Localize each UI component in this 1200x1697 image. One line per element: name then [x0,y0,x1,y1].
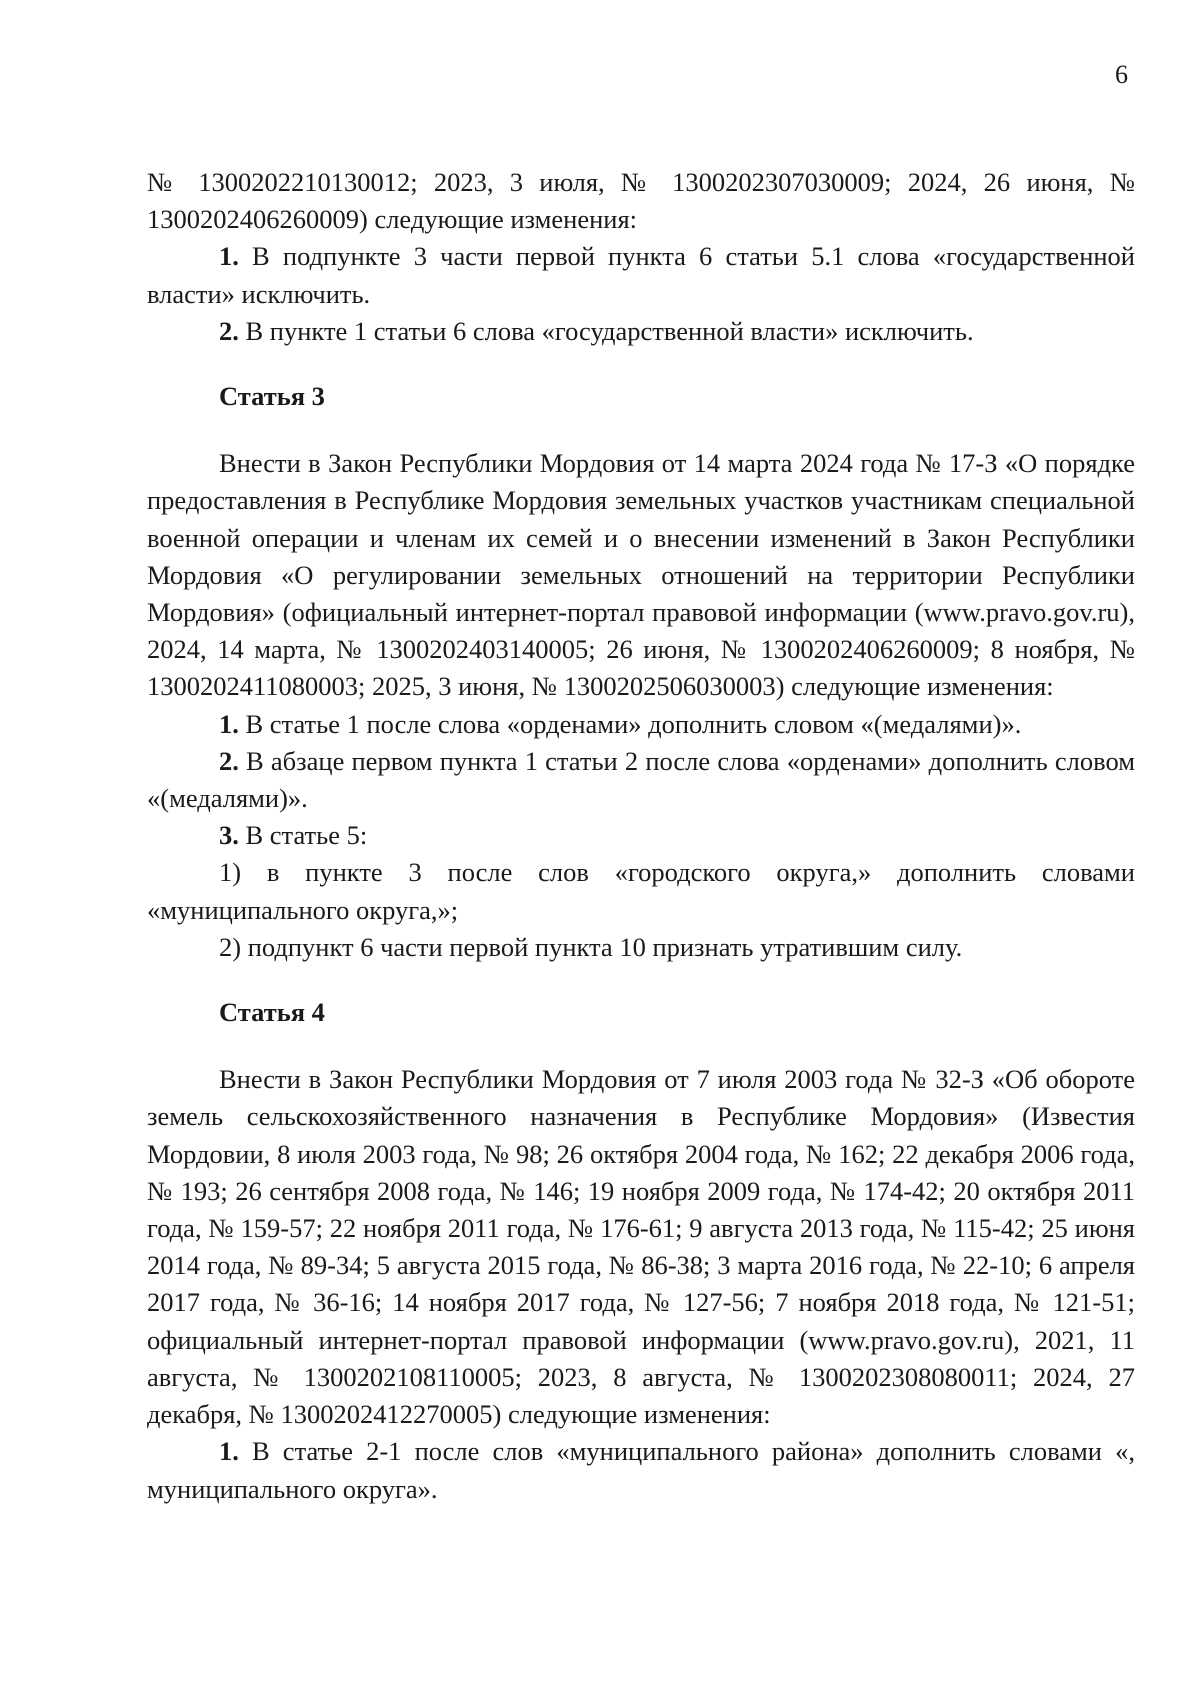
page-number: 6 [1115,60,1128,89]
article-4-intro: Внести в Закон Республики Мордовия от 7 июля 2003 года № 32-З «Об обороте земель сельскохозяйственного назначения в Республике Мордовия» (Известия Мордовии, 8 июля 2003 года, № 98; 26 октября 2004 года, № 162; 22 декабря 2006 года, № 193; 26 сентября 2008 года, № 146; 19 ноября 2009 года, № 174-42; 20 октября 2011 года, № 159-57; 22 ноября 2011 года, № 176-61; 9 августа 2013 года, № 115-42; 25 июня 2014 года, № 89-34; 5 августа 2015 года, № 86-38; 3 марта 2016 года, № 22-10; 6 апреля 2017 года, № 36-16; 14 ноября 2017 года, № 127-56; 7 ноября 2018 года, № 121-51; официальный интернет-портал правовой информации (www.pravo.gov.ru), 2021, 11 августа, № 1300202108110005; 2023, 8 августа, № 1300202308080011; 2024, 27 декабря, № 1300202412270005) следующие изменения: [147,1064,1135,1430]
article-4-heading: Статья 4 [219,997,325,1028]
item-number: 1. [219,708,239,739]
item-text: В пункте 1 статьи 6 слова «государственной власти» исключить. [238,315,974,346]
article-3-item-2 [147,743,1135,817]
item-text: В статье 2-1 после слов «муниципального района» дополнить словами «, муниципального округа». [147,1436,1135,1504]
item-number: 3. [219,820,239,851]
article-3-subitem-2: 2) подпункт 6 части первой пункта 10 признать утратившим силу. [219,931,963,962]
intro-item-1 [147,238,1135,312]
article-3-intro: Внести в Закон Республики Мордовия от 14 марта 2024 года № 17-З «О порядке предоставления в Республике Мордовия земельных участков участникам специальной военной операции и членам их семей и о внесении изменений в Закон Республики Мордовия «О регулировании земельных отношений на территории Республики Мордовия» (официальный интернет-портал правовой информации (www.pravo.gov.ru), 2024, 14 марта, № 1300202403140005; 26 июня, № 1300202406260009; 8 ноября, № 1300202411080003; 2025, 3 июня, № 1300202506030003) следующие изменения: [147,448,1135,702]
item-number: 2. [219,315,239,346]
item-number: 1. [219,1436,239,1467]
item-text: В подпункте 3 части первой пункта 6 статьи 5.1 слова «государственной власти» исключить. [147,241,1135,309]
article-4-item-1 [147,1433,1135,1507]
article-3-heading: Статья 3 [219,381,325,412]
item-text: В статье 1 после слова «орденами» дополнить словом «(медалями)». [238,708,1022,739]
item-text: В абзаце первом пункта 1 статьи 2 после слова «орденами» дополнить словом «(медалями)». [147,745,1135,814]
intro-item-2 [147,313,1135,350]
article-3-subitem-1: 1) в пункте 3 после слов «городского округа,» дополнить словами «муниципального округа,»; [147,857,1135,925]
article-3-item-3 [147,817,1135,854]
article-3-item-1 [147,706,1135,743]
intro-continuation: № 1300202210130012; 2023, 3 июля, № 1300202307030009; 2024, 26 июня, № 1300202406260009) следующие изменения: [147,167,1135,235]
item-number: 2. [219,745,239,776]
item-text: В статье 5: [238,820,368,851]
item-number: 1. [219,241,239,272]
document-body [147,164,1135,1508]
